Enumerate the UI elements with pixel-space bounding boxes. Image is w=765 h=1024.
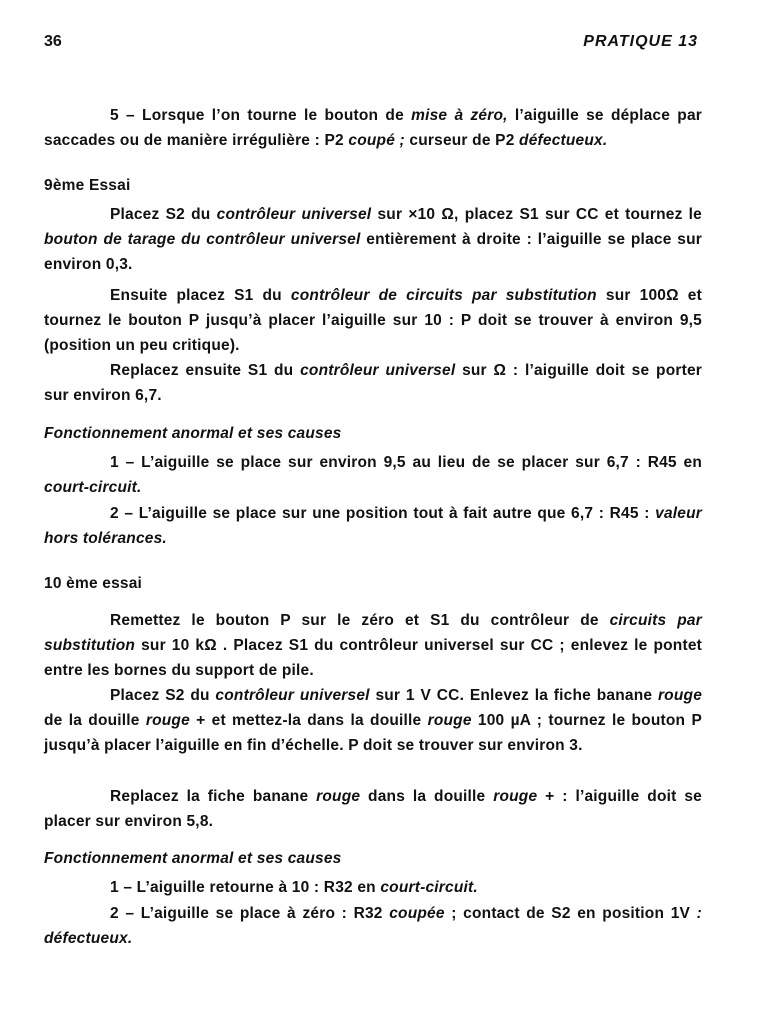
emphasis-text: circuits par substitution xyxy=(44,612,702,654)
anomaly-10-item-1 xyxy=(44,875,702,900)
emphasis-text: : défectueux. xyxy=(44,905,702,947)
text-run: Placez S2 du xyxy=(110,687,216,704)
text-run: sur ×10 Ω, placez S1 sur CC et tournez le xyxy=(371,206,703,223)
anomaly-10-item-2 xyxy=(44,901,702,951)
text-run: 1 – L’aiguille se place sur environ 9,5 au lieu de se placer sur 6,7 : R45 en xyxy=(110,454,702,471)
paragraph-9-setup xyxy=(44,202,702,277)
text-run: 2 – L’aiguille se place à zéro : R32 xyxy=(110,905,390,922)
page-number: 36 xyxy=(44,33,62,50)
text-run: curseur de P2 xyxy=(404,132,520,149)
text-run: 100 µA ; tournez le bouton P jusqu’à placer l’aiguille en fin d’échelle. P doit se trouver sur environ 3. xyxy=(44,712,702,754)
emphasis-text: coupé ; xyxy=(348,132,405,149)
section-heading-anomaly-9: Fonctionnement anormal et ses causes xyxy=(44,425,342,442)
paragraph-10-voltage xyxy=(44,683,702,758)
text-run: Remettez le bouton P sur le zéro et S1 du contrôleur de xyxy=(110,612,610,629)
text-run: l’aiguille se déplace par saccades ou de manière irrégulière : P2 xyxy=(44,107,702,149)
paragraph-item-5 xyxy=(44,103,702,153)
emphasis-text: rouge xyxy=(493,788,538,805)
text-run: Ensuite placez S1 du xyxy=(110,287,291,304)
text-run: + : l’aiguille doit se placer sur environ 5,8. xyxy=(44,788,702,830)
text-run: de la douille xyxy=(44,712,146,729)
running-head: PRATIQUE 13 xyxy=(583,33,698,50)
paragraph-9-substitution xyxy=(44,283,702,358)
text-run: Replacez ensuite S1 du xyxy=(110,362,301,379)
text-run: dans la douille xyxy=(360,788,494,805)
text-run: 1 – L’aiguille retourne à 10 : R32 en xyxy=(110,879,381,896)
emphasis-text: contrôleur universel xyxy=(216,206,372,223)
emphasis-text: défectueux. xyxy=(519,132,608,149)
paragraph-10-setup xyxy=(44,608,702,683)
text-run: entièrement à droite : l’aiguille se place sur environ 0,3. xyxy=(44,231,702,273)
emphasis-text: contrôleur universel xyxy=(215,687,370,704)
emphasis-text: court-circuit. xyxy=(44,479,142,496)
text-run: sur 10 kΩ . Placez S1 du contrôleur universel sur CC ; enlevez le pontet entre les bornes du support de pile. xyxy=(44,637,702,679)
text-run: + et mettez-la dans la douille xyxy=(189,712,428,729)
emphasis-text: contrôleur de circuits par substitution xyxy=(290,287,597,304)
emphasis-text: rouge xyxy=(657,687,703,704)
text-run: ; contact de S2 en position 1V xyxy=(444,905,697,922)
emphasis-text: valeur hors tolérances. xyxy=(44,505,702,547)
text-run: sur Ω : l’aiguille doit se porter sur environ 6,7. xyxy=(44,362,703,404)
paragraph-9-replace xyxy=(44,358,702,408)
emphasis-text: rouge xyxy=(145,712,190,729)
paragraph-10-replace xyxy=(44,784,702,834)
section-heading-9eme-essai: 9ème Essai xyxy=(44,177,131,194)
text-run: Replacez la fiche banane xyxy=(110,788,317,805)
text-run: sur 100Ω et tournez le bouton P jusqu’à placer l’aiguille sur 10 : P doit se trouver à environ 9,5 (position un peu critique). xyxy=(44,287,702,354)
text-run: sur 1 V CC. Enlevez la fiche banane xyxy=(369,687,658,704)
page-header xyxy=(44,33,698,55)
emphasis-text: mise à zéro, xyxy=(411,107,508,124)
emphasis-text: bouton de tarage du contrôleur universel xyxy=(44,231,361,248)
emphasis-text: court-circuit. xyxy=(380,879,478,896)
section-heading-10eme-essai: 10 ème essai xyxy=(44,575,143,592)
emphasis-text: coupée xyxy=(389,905,445,922)
section-heading-anomaly-10: Fonctionnement anormal et ses causes xyxy=(44,850,342,867)
text-run: 2 – L’aiguille se place sur une position tout à fait autre que 6,7 : R45 : xyxy=(110,505,656,522)
emphasis-text: contrôleur universel xyxy=(300,362,456,379)
anomaly-9-item-1 xyxy=(44,450,702,500)
anomaly-9-item-2 xyxy=(44,501,702,551)
text-run: Placez S2 du xyxy=(110,206,217,223)
emphasis-text: rouge xyxy=(316,788,361,805)
text-run: 5 – Lorsque l’on tourne le bouton de xyxy=(110,107,412,124)
emphasis-text: rouge xyxy=(427,712,472,729)
